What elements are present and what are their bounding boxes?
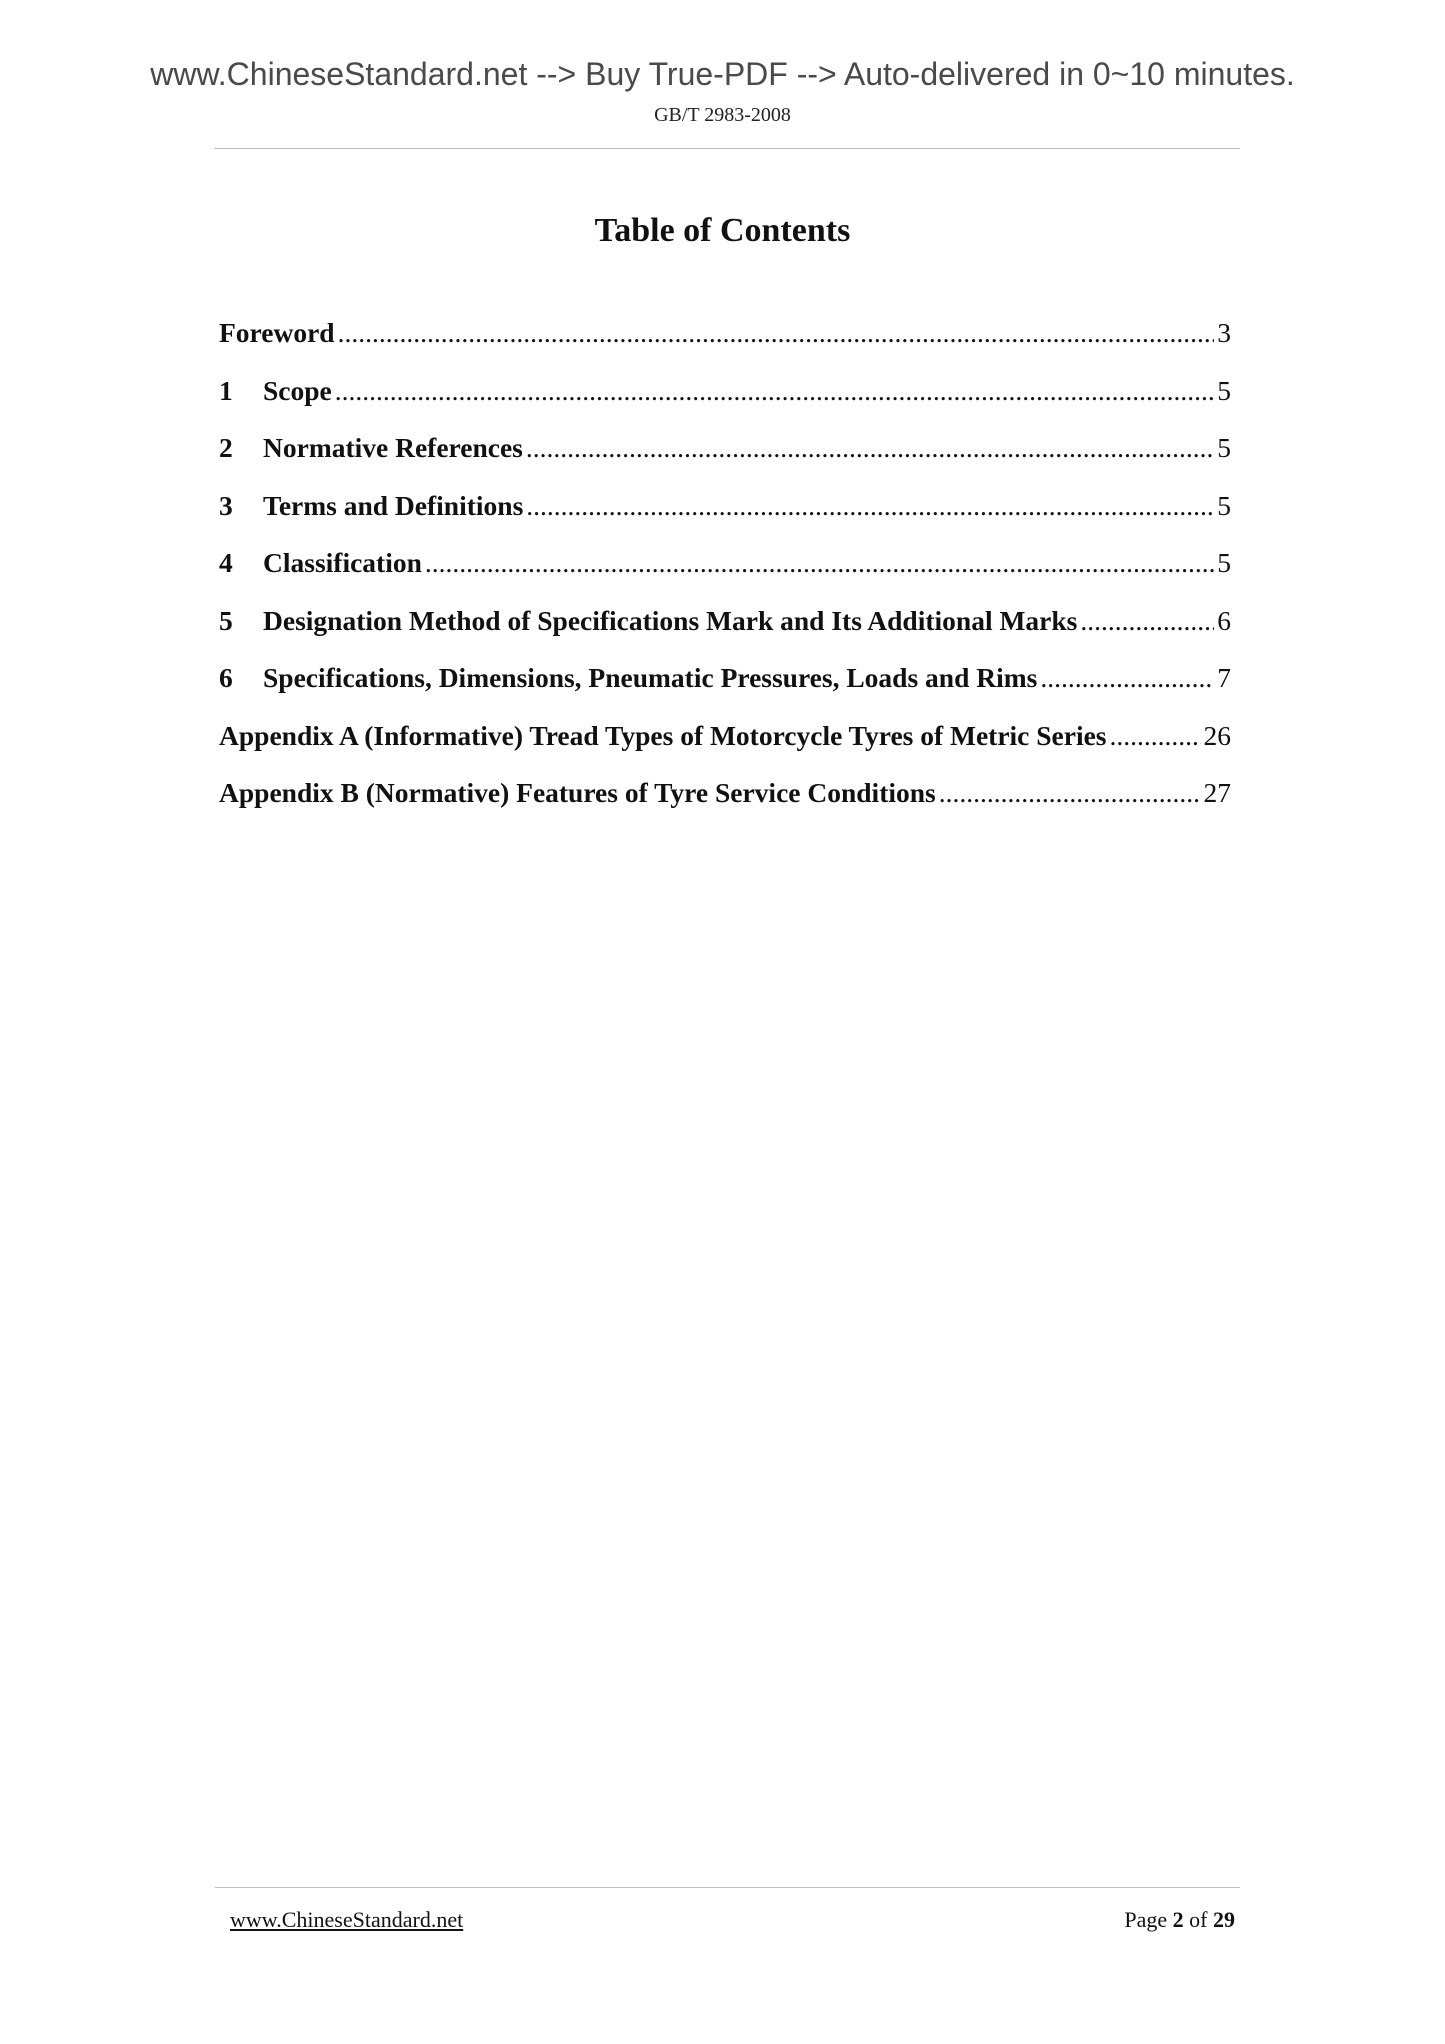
toc-entry-specifications[interactable]	[219, 662, 1231, 720]
toc-entry-label: Designation Method of Specifications Mark and Its Additional Marks	[263, 604, 1078, 636]
toc-entry-normative-references[interactable]	[219, 432, 1231, 490]
footer-divider	[215, 1887, 1240, 1888]
page-current: 2	[1172, 1907, 1184, 1932]
toc-leader-dots	[1040, 662, 1214, 694]
toc-entry-number: 6	[219, 662, 233, 693]
toc-entry-number: 3	[219, 489, 233, 521]
page-indicator	[1124, 1907, 1235, 1933]
site-banner: www.ChineseStandard.net --> Buy True-PDF --> Auto-delivered in 0~10 minutes.	[150, 56, 1295, 92]
toc-entry-page: 5	[1217, 489, 1231, 521]
toc-entry-label: Specifications, Dimensions, Pneumatic Pressures, Loads and Rims	[263, 662, 1038, 693]
toc-leader-dots	[526, 432, 1214, 464]
footer-site-link[interactable]: www.ChineseStandard.net	[230, 1907, 464, 1932]
toc-title: Table of Contents	[594, 212, 851, 249]
toc-entry-page: 7	[1217, 662, 1231, 693]
toc-entry-number: 5	[219, 604, 233, 636]
toc-entry-terms-definitions[interactable]	[219, 490, 1231, 548]
toc-entry-page: 5	[1217, 374, 1231, 406]
toc-entry-foreword[interactable]	[219, 317, 1231, 375]
toc-entry-label: Normative References	[263, 432, 523, 463]
toc-entry-number: 4	[219, 547, 233, 578]
toc-leader-dots	[526, 490, 1214, 522]
toc-entry-page: 26	[1203, 719, 1231, 751]
toc-entry-page: 27	[1203, 777, 1231, 808]
toc-leader-dots	[1110, 720, 1201, 752]
toc-entry-label: Scope	[263, 374, 332, 406]
toc-list	[219, 317, 1231, 835]
toc-entry-label: Classification	[263, 547, 422, 578]
page-total: 29	[1213, 1907, 1235, 1932]
toc-entry-number: 2	[219, 432, 233, 463]
toc-entry-appendix-b[interactable]	[219, 777, 1231, 835]
toc-entry-page: 3	[1217, 317, 1231, 348]
toc-entry-appendix-a[interactable]	[219, 720, 1231, 778]
toc-entry-designation-method[interactable]	[219, 605, 1231, 663]
toc-entry-label: Appendix B (Normative) Features of Tyre Service Conditions	[219, 777, 936, 808]
toc-entry-classification[interactable]	[219, 547, 1231, 605]
page-of: of	[1189, 1907, 1208, 1932]
toc-entry-page: 5	[1217, 547, 1231, 578]
toc-leader-dots	[425, 547, 1214, 579]
toc-entry-page: 5	[1217, 432, 1231, 463]
toc-entry-label: Foreword	[219, 317, 335, 348]
header-divider	[215, 148, 1240, 149]
page-prefix: Page	[1124, 1907, 1168, 1932]
toc-leader-dots	[335, 375, 1215, 407]
toc-entry-number: 1	[219, 374, 233, 406]
toc-leader-dots	[338, 317, 1215, 349]
toc-entry-label: Terms and Definitions	[263, 489, 524, 521]
toc-leader-dots	[1080, 605, 1214, 637]
toc-leader-dots	[939, 777, 1201, 809]
toc-entry-page: 6	[1217, 604, 1231, 636]
toc-entry-scope[interactable]	[219, 375, 1231, 433]
toc-entry-label: Appendix A (Informative) Tread Types of Motorcycle Tyres of Metric Series	[219, 719, 1107, 751]
document-code: GB/T 2983-2008	[654, 104, 791, 126]
